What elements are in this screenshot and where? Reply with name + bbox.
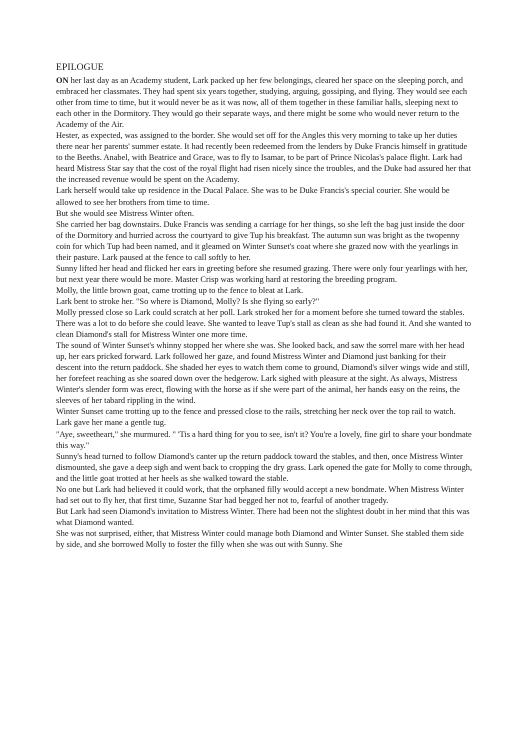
paragraph: Sunny's head turned to follow Diamond's canter up the return paddock toward the stables, and then, once Mistress Winter dismounted, she gave a deep sigh and went back to cropping the dry grass. Lark opened the gate for Molly to come through, and the little goat trotted at her heels as she walked toward the stable. xyxy=(56,451,473,483)
paragraph: But she would see Mistress Winter often. xyxy=(56,208,194,218)
paragraph: Lark herself would take up residence in the Ducal Palace. She was to be Duke Francis's special courier. She would be allowed to see her brothers from time to time. xyxy=(56,186,450,207)
paragraph: The sound of Winter Sunset's whinny stopped her where she was. She looked back, and saw the sorrel mare with her head up, her ears pricked forward. Lark followed her gaze, and found Mistress Winter and Diamond just banking for their descent into the return paddock. She shaded her eyes to watch them come to ground, Diamond's silver wings wide and still, her forefeet reaching as she soared down over the hedgerow. Lark sighed with pleasure at the sight. As always, Mistress Winter's slender form was erect, flowing with the horse as if she were part of the animal, her hands easy on the reins, the sleeves of her tabard rippling in the wind. xyxy=(56,341,470,406)
chapter-heading: EPILOGUE xyxy=(56,62,104,73)
paragraph: She was not surprised, either, that Mistress Winter could manage both Diamond and Winter Sunset. She stabled them side by side, and she borrowed Molly to foster the filly when she was out with Sunny. She xyxy=(56,528,464,549)
paragraph: Sunny lifted her head and flicked her ears in greeting before she resumed grazing. There were only four yearlings with her, but next year there would be more. Master Crisp was working hard at restoring the breeding program. xyxy=(56,263,468,284)
first-paragraph-text: her last day as an Academy student, Lark packed up her few belongings, cleared her space on the sleeping porch, and embraced her classmates. They had spent six years together, studying, arguing, gossiping, and flying. They would see each other from time to time, but it would never be as it was now, all of them together in these familiar halls, sleeping next to each other in the Dormitory. They would go their separate ways, and there might be some who would never return to the Academy of the Air. xyxy=(56,76,468,130)
first-paragraph xyxy=(56,75,473,130)
paragraph: "Aye, sweetheart," she murmured. " 'Tis a hard thing for you to see, isn't it? You're a lovely, fine girl to share your bondmate this way." xyxy=(56,429,472,450)
paragraph: Lark bent to stroke her. "So where is Diamond, Molly? Is she flying so early?" xyxy=(56,296,320,306)
paragraph: Molly pressed close so Lark could scratch at her poll. Lark stroked her for a moment before she turned toward the stables. There was a lot to do before she could leave. She wanted to leave Tup's stall as clean as she had found it. And she wanted to clean Diamond's stall for Mistress Winter one more time. xyxy=(56,307,472,340)
paragraph: Molly, the little brown goat, came trotting up to the fence to bleat at Lark. xyxy=(56,285,304,295)
paragraph: But Lark had seen Diamond's invitation to Mistress Winter. There had been not the slightest doubt in her mind that this was what Diamond wanted. xyxy=(56,506,470,527)
paragraph: Winter Sunset came trotting up to the fence and pressed close to the rails, stretching her neck over the top rail to watch. Lark gave her mane a gentle tug. xyxy=(56,407,456,428)
paragraph: No one but Lark had believed it could work, that the orphaned filly would accept a new bondmate. When Mistress Winter had set out to fly her, that first time, Suzanne Star had begged her not to, fearful of another tragedy. xyxy=(56,484,464,505)
paragraph: Hester, as expected, was assigned to the border. She would set off for the Angles this very morning to take up her duties there near her parents' summer estate. It had recently been redeemed from the lenders by Duke Francis himself in gratitude to the Beeths. Anabel, with Beatrice and Grace, was to fly to Isamar, to be part of Prince Nicolas's palace flight. Lark had heard Mistress Star say that the cost of the royal flight had risen nicely since the troubles, and the Duke had assured her that the increased revenue would be spent on the Academy. xyxy=(56,131,471,185)
drop-cap-lead: ON xyxy=(56,76,69,85)
paragraph: She carried her bag downstairs. Duke Francis was sending a carriage for her things, so she left the bag just inside the door of the Dormitory and hurried across the courtyard to give Tup his breakfast. The autumn sun was bright as the twopenny coin for which Tup had been named, and it gleamed on Winter Sunset's coat where she grazed now with the yearlings in their pasture. Lark paused at the fence to call softly to her. xyxy=(56,219,465,262)
